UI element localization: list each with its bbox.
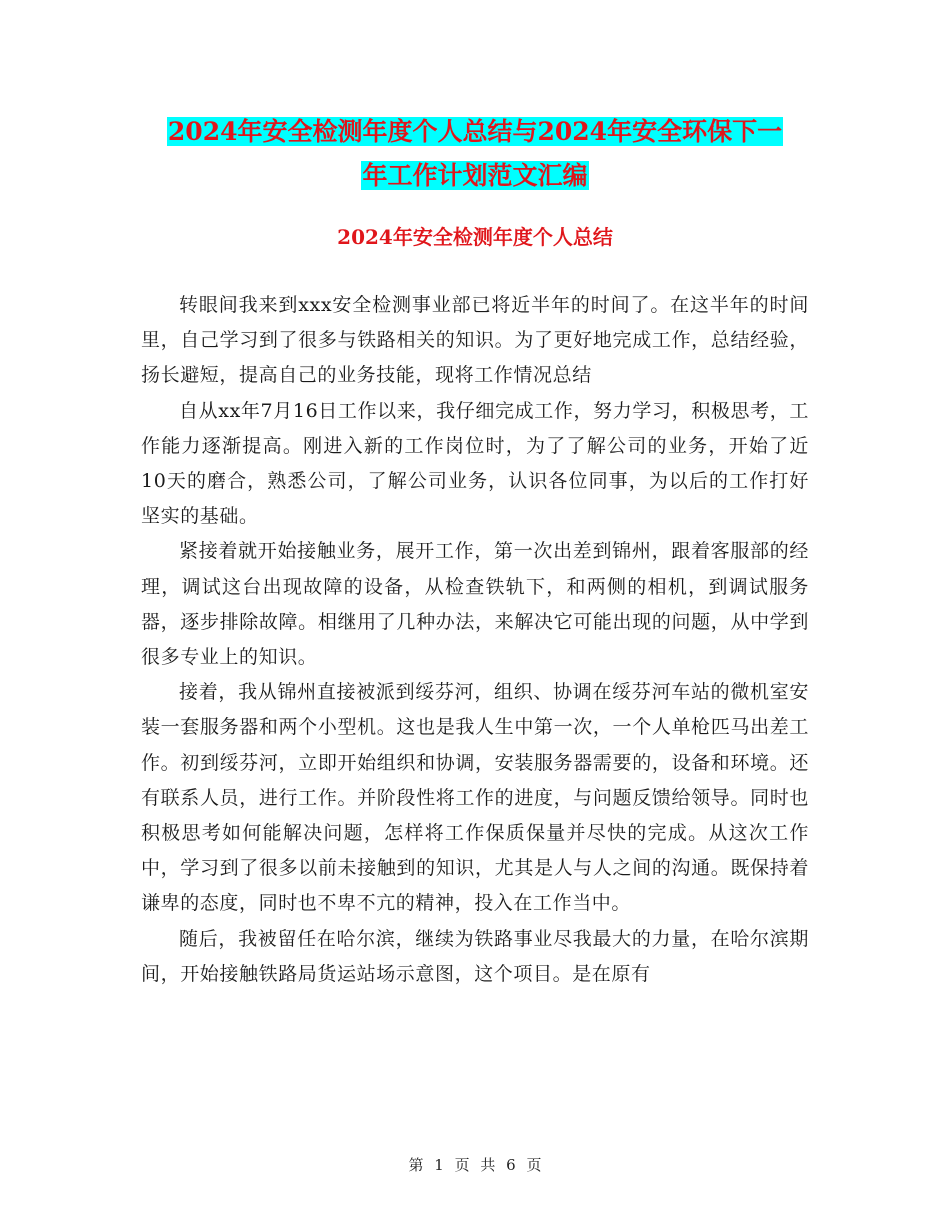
document-title-line-2 (0, 156, 950, 196)
document-body (141, 288, 809, 992)
page-footer: 第 1 页 共 6 页 (408, 1156, 542, 1174)
paragraph: 自从xx年7月16日工作以来，我仔细完成工作，努力学习，积极思考，工作能力逐渐提高。刚进入新的工作岗位时，为了了解公司的业务，开始了近10天的磨合，熟悉公司，了解公司业务，认识各位同事，为以后的工作打好坚实的基础。 (141, 399, 809, 528)
paragraph: 随后，我被留任在哈尔滨，继续为铁路事业尽我最大的力量，在哈尔滨期间，开始接触铁路局货运站场示意图，这个项目。是在原有 (141, 927, 809, 985)
section-heading: 2024年安全检测年度个人总结 (337, 225, 613, 249)
document-title-line-1-text: 2024年安全检测年度个人总结与2024年安全环保下一 (167, 117, 783, 146)
paragraph: 接着，我从锦州直接被派到绥芬河，组织、协调在绥芬河车站的微机室安装一套服务器和两个小型机。这也是我人生中第一次，一个人单枪匹马出差工作。初到绥芬河，立即开始组织和协调，安装服务器需要的，设备和环境。还有联系人员，进行工作。并阶段性将工作的进度，与问题反馈给领导。同时也积极思考如何能解决问题，怎样将工作保质保量并尽快的完成。从这次工作中，学习到了很多以前未接触到的知识，尤其是人与人之间的沟通。既保持着谦卑的态度，同时也不卑不亢的精神，投入在工作当中。 (141, 681, 809, 915)
document-title-line-1 (0, 112, 950, 152)
document-title-line-2-text: 年工作计划范文汇编 (362, 161, 588, 190)
paragraph: 转眼间我来到xxx安全检测事业部已将近半年的时间了。在这半年的时间里，自己学习到了很多与铁路相关的知识。为了更好地完成工作，总结经验，扬长避短，提高自己的业务技能，现将工作情况总结 (141, 294, 809, 387)
paragraph: 紧接着就开始接触业务，展开工作，第一次出差到锦州，跟着客服部的经理，调试这台出现故障的设备，从检查铁轨下，和两侧的相机，到调试服务器，逐步排除故障。相继用了几种办法，来解决它可能出现的问题，从中学到很多专业上的知识。 (141, 540, 809, 669)
